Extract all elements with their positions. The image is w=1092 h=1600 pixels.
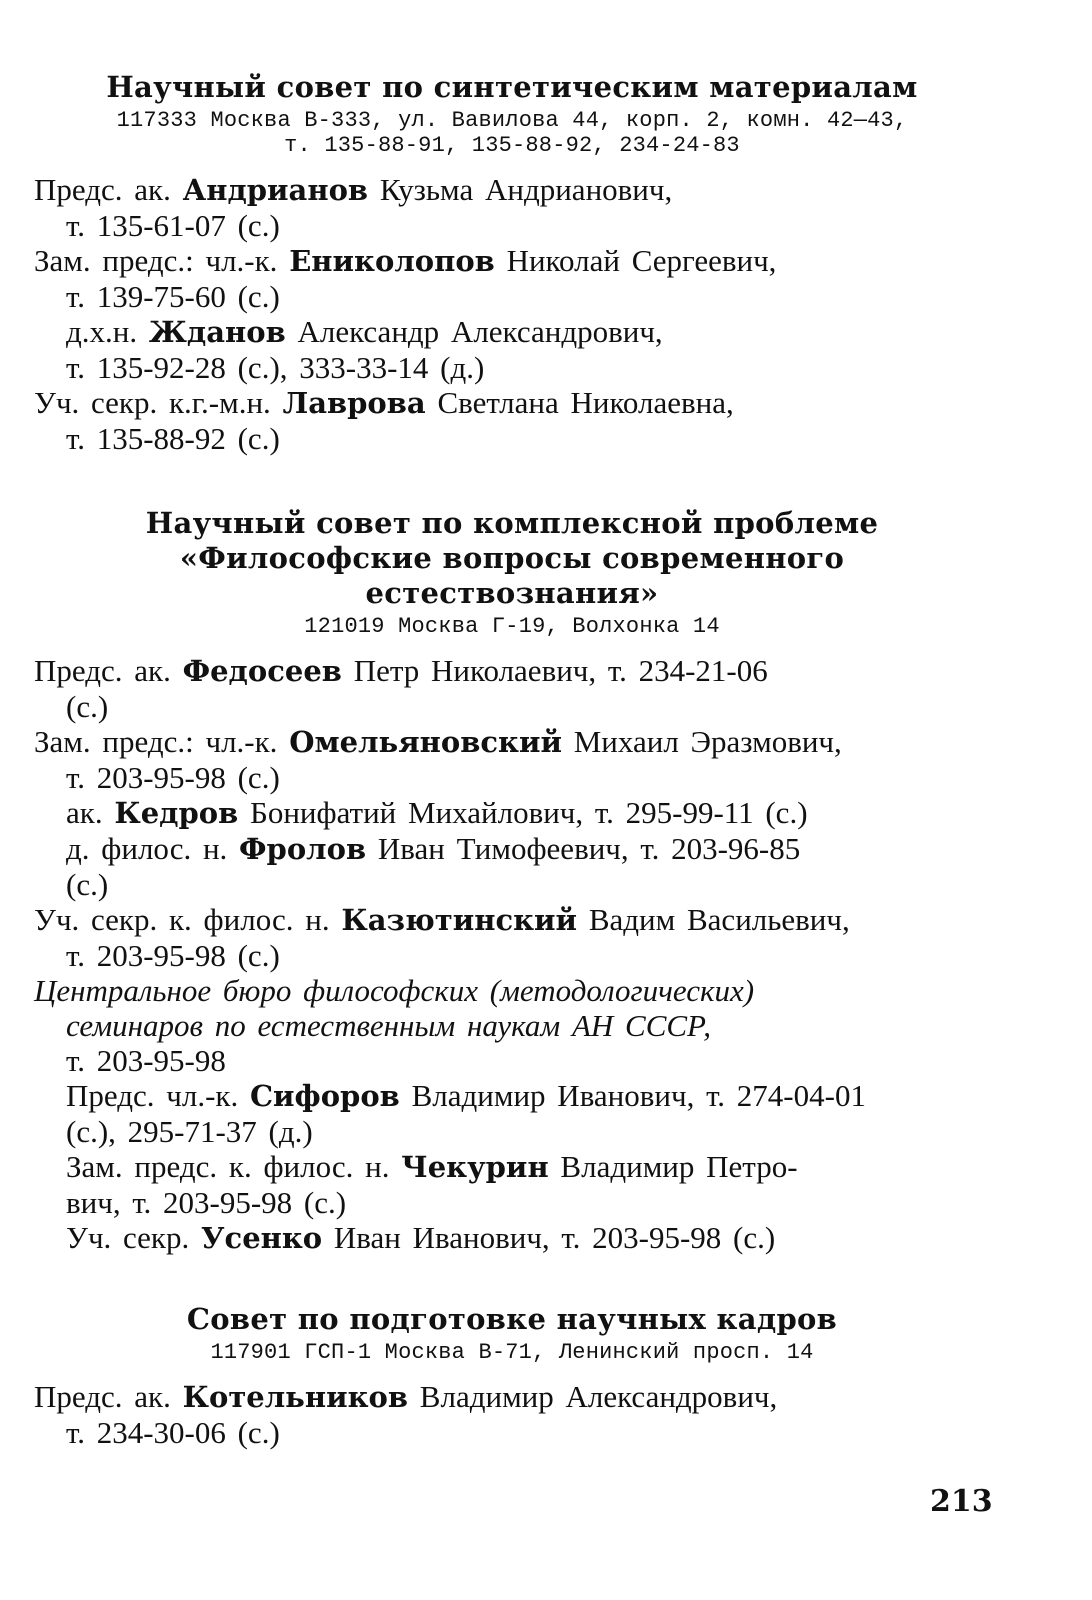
entry-role: ак. (66, 795, 103, 830)
section-address: 117901 ГСП-1 Москва В-71, Ленинский просп. 14 (210, 1340, 814, 1365)
bureau-title-line: Центральное бюро философских (методологических) (34, 973, 755, 1008)
entry (34, 831, 990, 902)
entries-list (34, 172, 990, 456)
entry-role: Уч. секр. (66, 1220, 190, 1255)
entry-phone: т. 139-75-60 (с.) (66, 279, 280, 314)
entry (34, 902, 990, 973)
entry (34, 1220, 990, 1256)
entry-details: Владимир Александрович, (419, 1379, 778, 1414)
entry-phone: т. 135-92-28 (с.), 333-33-14 (д.) (66, 350, 485, 385)
entry-role: Уч. секр. к.г.-м.н. (34, 385, 271, 420)
entry-role: Уч. секр. к. филос. н. (34, 902, 330, 937)
entry-surname: Жданов (148, 315, 286, 349)
entry-surname: Андрианов (182, 173, 369, 207)
page-content (34, 70, 990, 1450)
entry-details: Иван Тимофеевич, т. 203-96-85 (377, 831, 801, 866)
entry-phone: т. 135-61-07 (с.) (66, 208, 280, 243)
entry-phone: (с.) (66, 867, 109, 902)
address-line: т. 135-88-91, 135-88-92, 234-24-83 (284, 133, 740, 158)
title-line: Научный совет по комплексной проблеме (145, 506, 879, 540)
entry-role: Предс. ак. (34, 172, 171, 207)
entry-phone: т. 203-95-98 (с.) (66, 938, 280, 973)
entry-details: Михаил Эразмович, (573, 724, 842, 759)
entry-surname: Фролов (239, 832, 367, 866)
entry-phone: т. 203-95-98 (с.) (66, 760, 280, 795)
entry-surname: Лаврова (282, 386, 426, 420)
entry-role: Зам. предс.: чл.-к. (34, 243, 278, 278)
entry-role: д. филос. н. (66, 831, 228, 866)
entries-list (34, 653, 990, 1256)
entry-details: Вадим Васильевич, (588, 902, 850, 937)
entry-surname: Сифоров (249, 1079, 400, 1113)
section-title: Совет по подготовке научных кадров (186, 1302, 838, 1336)
section-title: Научный совет по синтетическим материалам (106, 70, 918, 104)
bureau-heading (34, 973, 990, 1043)
entry-details: Бонифатий Михайлович, т. 295-99-11 (с.) (250, 795, 808, 830)
entry-surname: Усенко (201, 1221, 323, 1255)
entry-details: Иван Иванович, т. 203-95-98 (с.) (333, 1220, 776, 1255)
entry-role: Предс. чл.-к. (66, 1078, 239, 1113)
entry (34, 1379, 990, 1450)
entry-details: Светлана Николаевна, (437, 385, 734, 420)
entry-phone: т. 234-30-06 (с.) (66, 1415, 280, 1450)
section-address: 121019 Москва Г-19, Волхонка 14 (304, 614, 720, 639)
bureau-title-line: семинаров по естественным наукам АН СССР, (66, 1008, 712, 1043)
entry-details: Кузьма Андрианович, (379, 172, 673, 207)
entry-phone: (с.), 295-71-37 (д.) (66, 1114, 313, 1149)
entry (34, 795, 990, 831)
entry-surname: Чекурин (401, 1150, 549, 1184)
page-number: 213 (930, 1484, 993, 1519)
entry-role: Предс. ак. (34, 653, 171, 688)
entry-role: Предс. ак. (34, 1379, 171, 1414)
entry (34, 724, 990, 795)
entry-role: д.х.н. (66, 314, 138, 349)
entry-role: Зам. предс. к. филос. н. (66, 1149, 390, 1184)
entry-surname: Котельников (182, 1380, 409, 1414)
entry-details: Владимир Петро- (560, 1149, 798, 1184)
entry-surname: Омельяновский (289, 725, 562, 759)
entry-details: Петр Николаевич, т. 234-21-06 (353, 653, 768, 688)
entry-details: Николай Сергеевич, (506, 243, 777, 278)
address-line: 117333 Москва В-333, ул. Вавилова 44, корп. 2, комн. 42—43, (116, 108, 908, 133)
entry (34, 172, 990, 243)
entry (34, 314, 990, 385)
entry (34, 653, 990, 724)
entry-surname: Кедров (114, 796, 239, 830)
entry-phone: вич, т. 203-95-98 (с.) (66, 1185, 347, 1220)
section-scientific-personnel (34, 1302, 990, 1450)
entry (34, 385, 990, 456)
entry-phone: (с.) (66, 689, 109, 724)
entry (34, 243, 990, 314)
entry-phone: т. 135-88-92 (с.) (66, 421, 280, 456)
section-address (34, 108, 990, 158)
section-title (34, 506, 990, 611)
entry (34, 1078, 990, 1149)
section-synthetic-materials (34, 70, 990, 456)
entry-details: Александр Александрович, (297, 314, 663, 349)
entry-surname: Ениколопов (289, 244, 495, 278)
title-line: «Философские вопросы современного естествознания» (179, 541, 845, 610)
entry (34, 1149, 990, 1220)
entry-surname: Федосеев (182, 654, 342, 688)
section-philosophy-science (34, 506, 990, 1256)
entry-role: Зам. предс.: чл.-к. (34, 724, 278, 759)
entry-details: Владимир Иванович, т. 274-04-01 (411, 1078, 866, 1113)
entries-list (34, 1379, 990, 1450)
entry-surname: Казютинский (341, 903, 578, 937)
bureau-phone: т. 203-95-98 (66, 1043, 226, 1078)
